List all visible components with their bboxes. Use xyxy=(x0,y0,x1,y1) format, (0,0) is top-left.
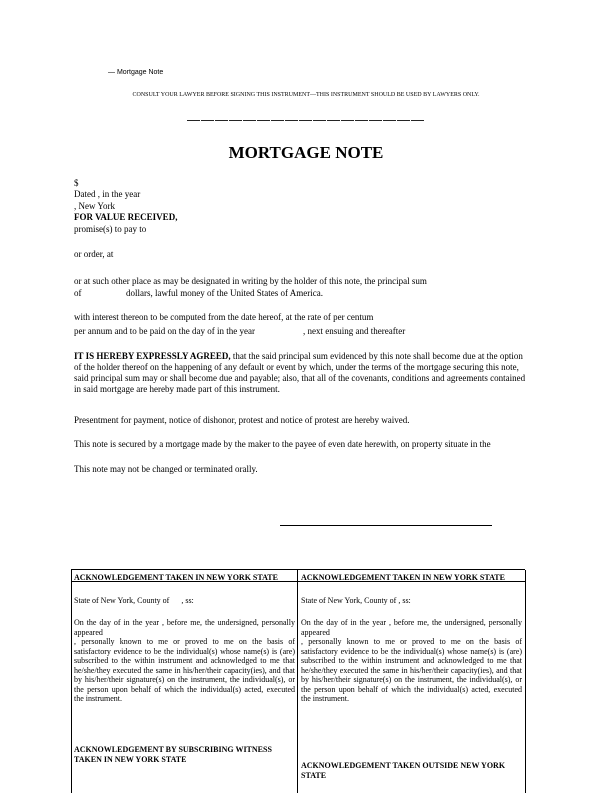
agreed-text: that the said principal sum evidenced by this note shall become due at the option of the holder thereof on the happening of any default or event by which, under the terms of the mortgage securing this note, said principal sum may or shall become due and payable; also, that all of the covenants, conditions and agreements contained in said mortgage are hereby made part of this instrument. xyxy=(74,351,526,394)
place-line: , New York xyxy=(74,201,116,211)
consult-lawyer-notice: CONSULT YOUR LAWYER BEFORE SIGNING THIS INSTRUMENT—THIS INSTRUMENT SHOULD BE USED BY LAWYERS ONLY. xyxy=(132,92,480,98)
ack-right-heading-2: ACKNOWLEDGEMENT TAKEN OUTSIDE NEW YORK STATE xyxy=(301,761,506,780)
ack-left-county: State of New York, County of , ss: xyxy=(74,596,194,605)
secured-line: This note is secured by a mortgage made by the maker to the payee of even date herewith, on property situate in the xyxy=(74,439,491,449)
interest-line-2b: , next ensuing and thereafter xyxy=(303,326,406,336)
ack-column-right xyxy=(299,570,526,793)
of-label: of xyxy=(74,288,82,298)
doc-label: — Mortgage Note xyxy=(108,69,164,76)
agreed-paragraph xyxy=(74,351,526,395)
other-place-line: or at such other place as may be designated in writing by the holder of this note, the principal sum xyxy=(74,276,427,286)
presentment-line: Presentment for payment, notice of dishonor, protest and notice of protest are hereby waived. xyxy=(74,415,410,425)
for-value-received: FOR VALUE RECEIVED, xyxy=(74,212,178,222)
acknowledgement-table xyxy=(71,569,525,793)
interest-line-1: with interest thereon to be computed from the date hereof, at the rate of per centum xyxy=(74,312,374,322)
ack-right-body: On the day of in the year , before me, the undersigned, personally appeared , personally known to me or proved to me on the basis of satisfactory evidence to be the individual(s) whose name(s) is (are) subscribed to the within instrument and acknowledged to me that he/she/they executed the same in his/her/their capacity(ies), and that by his/her/their signature(s) on the instrument, the individual(s), or the person upon behalf of which the individual(s) acted, executed the instrument. xyxy=(301,618,522,703)
dated-line: Dated , in the year xyxy=(74,189,141,199)
ack-right-heading: ACKNOWLEDGEMENT TAKEN IN NEW YORK STATE xyxy=(301,573,505,582)
interest-line-2a: per annum and to be paid on the day of in the year xyxy=(74,326,255,336)
dash-separator: ————————————————— xyxy=(187,112,425,127)
not-changed-line: This note may not be changed or terminated orally. xyxy=(74,464,258,474)
ack-column-left xyxy=(72,570,298,793)
ack-left-heading-2: ACKNOWLEDGEMENT BY SUBSCRIBING WITNESS TAKEN IN NEW YORK STATE xyxy=(74,745,272,764)
dollar-sign: $ xyxy=(74,178,79,188)
page-title: MORTGAGE NOTE xyxy=(228,143,384,162)
signature-line xyxy=(280,525,492,526)
ack-right-county: State of New York, County of , ss: xyxy=(301,596,411,605)
order-line: or order, at xyxy=(74,249,114,259)
ack-left-body: On the day of in the year , before me, the undersigned, personally appeared , personally known to me or proved to me on the basis of satisfactory evidence to be the individual(s) whose name(s) is (are) subscribed to the within instrument and acknowledged to me that he/she/they executed the same in his/her/their capacity(ies), and that by his/her/their signature(s) on the instrument, the individual(s), or the person upon behalf of which the individual(s) acted, executed the instrument. xyxy=(74,618,295,703)
promise-line: promise(s) to pay to xyxy=(74,224,147,234)
agreed-bold: IT IS HEREBY EXPRESSLY AGREED, xyxy=(74,351,231,361)
dollars-line: dollars, lawful money of the United States of America. xyxy=(126,288,323,298)
ack-left-heading: ACKNOWLEDGEMENT TAKEN IN NEW YORK STATE xyxy=(74,573,278,582)
